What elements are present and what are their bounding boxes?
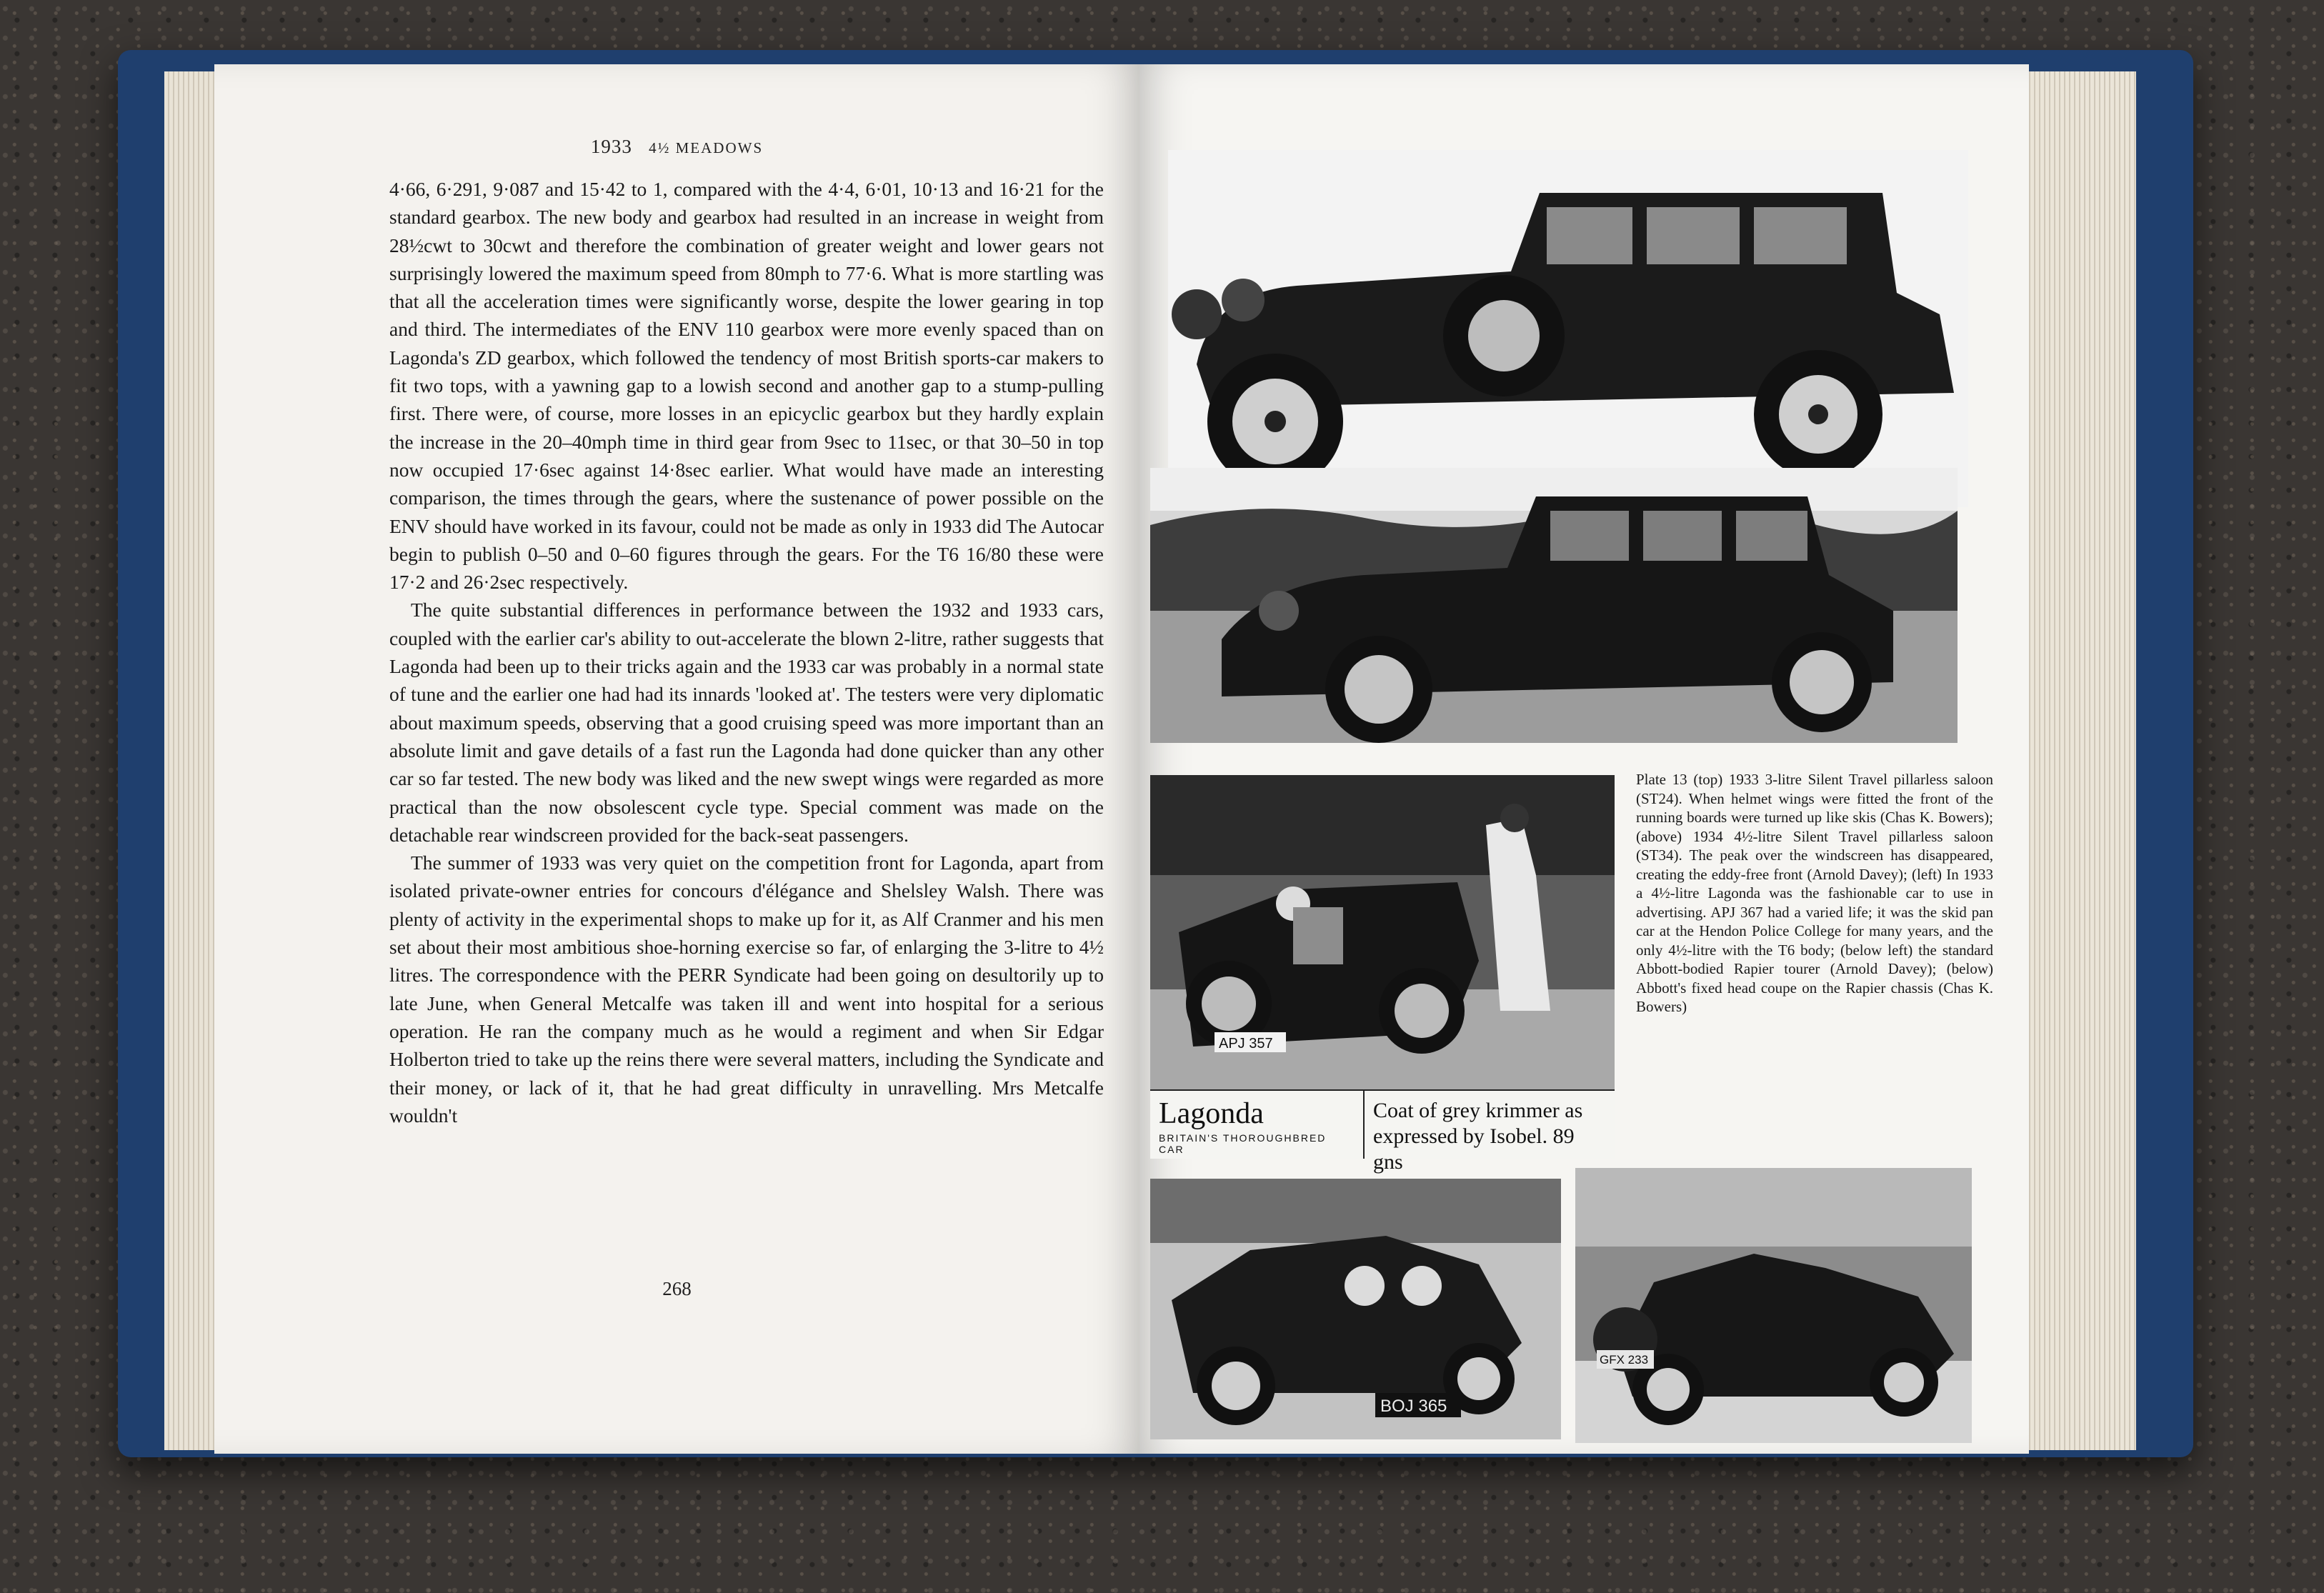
paragraph-3: The summer of 1933 was very quiet on the competition front for Lagonda, apart from isolated private-owner entries for concours d'élégance and Shelsley Walsh. There was plenty of activity in the experimental shops to make up for it, as Alf Cranmer and his men set about their most ambitious shoe-horning exercise so far, of enlarging the 3-litre to 4½ litres. The correspondence with the PERR Syndicate had been going on desultorily up to late June, when General Metcalfe was taken ill and went into hospital for a serious operation. He ran the company much as he would a regiment and when Sir Edgar Holberton tried to take up the reins there were several matters, including the Syndicate and their money, or lack of it, that he had great difficulty in unravelling. Mrs Metcalfe wouldn't — [389, 852, 1104, 1127]
ad-copy: Coat of grey krimmer as expressed by Isobel. 89 gns — [1373, 1099, 1583, 1174]
photo-rapier-coupe — [1575, 1168, 1972, 1443]
ad-brand: Lagonda — [1159, 1097, 1264, 1130]
photo-advertisement — [1150, 775, 1615, 1174]
tourer-plate: BOJ 365 — [1380, 1397, 1447, 1416]
page-number: 268 — [662, 1278, 692, 1299]
ad-plate: APJ 357 — [1219, 1036, 1273, 1052]
plate-caption: Plate 13 (top) 1933 3-litre Silent Travel pillarless saloon (ST24). When helmet wings were fitted the front of the running boards were turned up like skis (Chas K. Bowers); (above) 1934 4½-litre Silent Travel pillarless saloon (ST34). The peak over the windscreen has disappeared, creating the eddy-free front (Arnold Davey); (left) In 1933 a 4½-litre Lagonda was the fashionable car to use in advertising. APJ 367 had a varied life; it was the skid pan car at the Hendon Police College for many years, and the only 4½-litre with the T6 body; (below left) the standard Abbott-bodied Rapier tourer (Arnold Davey); (below) Abbott's fixed head coupe on the Rapier chassis (Chas K. Bowers) — [1636, 771, 1993, 1015]
page-block-right — [2029, 71, 2136, 1450]
running-head — [214, 136, 1139, 158]
right-page — [1139, 64, 2029, 1454]
photo-rapier-tourer — [1150, 1179, 1561, 1439]
running-head-year: 1933 — [590, 136, 632, 157]
ad-tagline: BRITAIN'S THOROUGHBRED CAR — [1159, 1132, 1327, 1155]
ad-brand-block — [1150, 1091, 1365, 1159]
photo-1934-saloon — [1150, 468, 1958, 743]
paragraph-2: The quite substantial differences in performance between the 1932 and 1933 cars, coupled with the earlier car's ability to out-accelerate the blown 2-litre, rather suggests that Lagonda had been up to their tricks again and the 1933 car was probably in a normal state of tune and the earlier one had had its innards 'looked at'. The testers were very diplomatic about maximum speeds, observing that a good cruising speed was more important than an absolute limit and gave details of a fast run the Lagonda had done quicker than any other car so far tested. The new body was liked and the new swept wings were regarded as more practical than the now obsolescent cycle type. Special comment was made on the detachable rear windscreen provided for the back-seat passengers. — [389, 599, 1104, 846]
running-head-title: 4½ MEADOWS — [649, 139, 764, 156]
left-page — [214, 64, 1139, 1454]
coupe-plate: GFX 233 — [1600, 1353, 1649, 1367]
photo-1933-saloon — [1168, 150, 1968, 507]
body-text — [389, 175, 1104, 1129]
paragraph-1: 4·66, 6·291, 9·087 and 15·42 to 1, compared with the 4·4, 6·01, 10·13 and 16·21 for the standard gearbox. The new body and gearbox had resulted in an increase in weight from 28½cwt to 30cwt and therefore the combination of greater weight and lower gears not surprisingly lowered the maximum speed from 80mph to 77·6. What is more startling was that all the acceleration times were significantly worse, despite the lower gearing in top and third. The intermediates of the ENV 110 gearbox were more evenly spaced than on Lagonda's ZD gearbox, which followed the tendency of most British sports-car makers to fit two tops, with a yawning gap to a lowish second and another gap to a stump-pulling first. There were, of course, more losses in an epicyclic gearbox but they hardly explain the increase in the 20–40mph time in third gear from 9sec to 11sec, or that 30–50 in top now occupied 17·6sec against 14·8sec earlier. What would have made an interesting comparison, the times through the gears, where the sustenance of power possible on the ENV should have worked in its favour, could not be made as only in 1933 did The Autocar begin to publish 0–50 and 0–60 figures through the gears. For the T6 16/80 these were 17·2 and 26·2sec respectively. — [389, 178, 1104, 594]
ad-strip — [1150, 1089, 1615, 1174]
